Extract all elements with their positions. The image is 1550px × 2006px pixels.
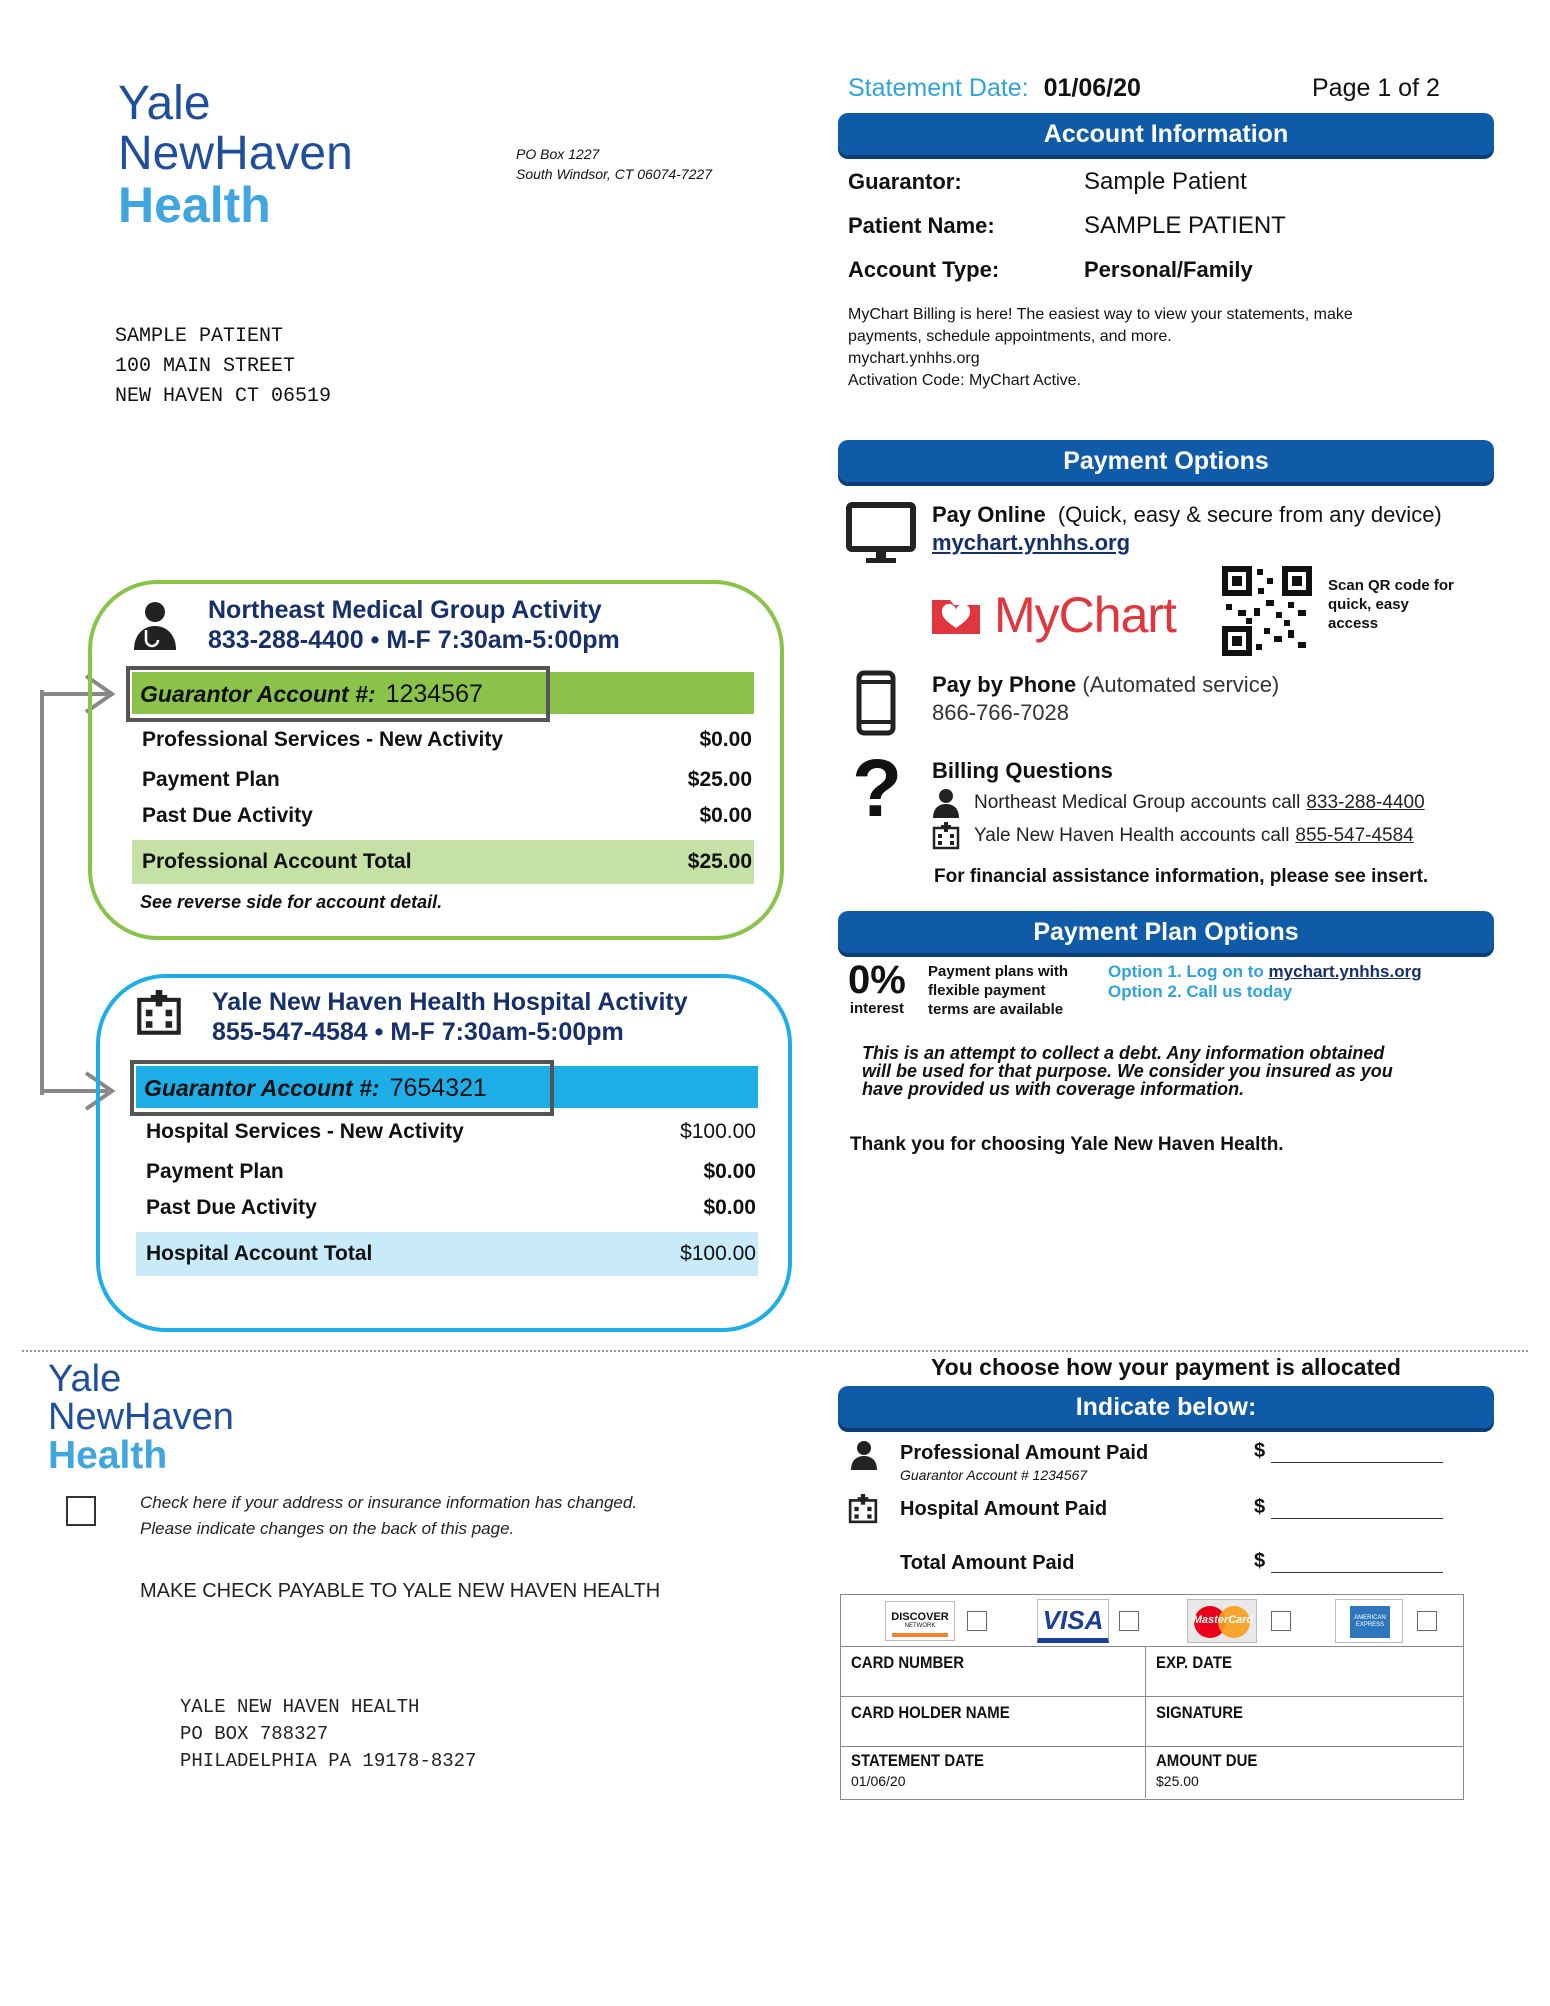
coupon-logo-health: Health (48, 1434, 168, 1477)
billing-questions-title: Billing Questions (932, 758, 1113, 783)
pay-online-title: Pay Online (932, 502, 1046, 527)
hospital-ga-number: 7654321 (389, 1073, 487, 1102)
monitor-icon (846, 502, 916, 571)
table-row (136, 1114, 758, 1150)
logo-newhaven: NewHaven (118, 127, 353, 180)
return-address-line: PO Box 1227 (516, 146, 600, 162)
pay-online (932, 502, 1442, 556)
prof-paid-doctor-icon (850, 1440, 878, 1475)
zero-interest (848, 960, 906, 1017)
dollar-sign: $ (1254, 1550, 1266, 1572)
option2-text: Option 2. Call us today (1108, 982, 1293, 1001)
card-holder-field[interactable] (841, 1697, 1146, 1747)
return-address (516, 144, 712, 184)
interest-label: interest (849, 1000, 904, 1017)
address-change-note (140, 1490, 637, 1542)
nemg-ga-label: Guarantor Account #: (140, 680, 376, 707)
mastercard-checkbox[interactable] (1271, 1611, 1291, 1631)
hospital-phone-hours: 855-547-4584 • M-F 7:30am-5:00pm (212, 1018, 624, 1046)
hospital-ga-label: Guarantor Account #: (144, 1074, 380, 1101)
payment-plan-header: Payment Plan Options (838, 911, 1494, 953)
hosp-paid-hospital-icon (848, 1494, 878, 1529)
amount-due-cell (1146, 1747, 1463, 1798)
nemg-ga-number: 1234567 (385, 679, 483, 708)
plan-desc (928, 962, 1068, 1019)
mastercard-logo (1187, 1599, 1257, 1643)
phone-icon (856, 670, 896, 741)
table-row (136, 1154, 758, 1190)
hospital-total-label: Hospital Account Total (146, 1242, 373, 1265)
mychart-note (848, 304, 1488, 392)
remit-address-line: YALE NEW HAVEN HEALTH (180, 1696, 420, 1718)
hospital-building-icon (136, 990, 182, 1041)
row-value: $0.00 (703, 1160, 756, 1183)
card-payment-table (840, 1594, 1464, 1800)
discover-sub: NETWORK (904, 1623, 936, 1629)
perforation-line (22, 1350, 1528, 1352)
address-change-line: Check here if your address or insurance information has changed. (140, 1493, 638, 1512)
amount-due-value: $25.00 (1156, 1773, 1199, 1789)
plan-desc-line: Payment plans with (928, 963, 1069, 980)
row-value: $25.00 (687, 768, 752, 791)
nemg-phone-hours: 833-288-4400 • M-F 7:30am-5:00pm (208, 626, 620, 654)
hospital-total-row (136, 1232, 758, 1276)
table-row (132, 762, 754, 798)
table-row (132, 722, 754, 758)
row-label: Professional Services - New Activity (142, 728, 504, 751)
pay-by-phone-title: Pay by Phone (932, 672, 1077, 697)
amex-label-1: AMERICAN (1354, 1615, 1386, 1621)
remit-address-line: PO BOX 788327 (180, 1723, 329, 1745)
mailing-address-line: NEW HAVEN CT 06519 (115, 385, 332, 408)
nemg-note: See reverse side for account detail. (140, 892, 443, 912)
mychart-note-line: MyChart Billing is here! The easiest way to view your statements, make (848, 306, 1353, 323)
statement-date-cell-label: STATEMENT DATE (851, 1751, 984, 1770)
logo-yale: Yale (118, 77, 211, 130)
account-info (848, 160, 1488, 392)
card-number-label: CARD NUMBER (851, 1653, 965, 1672)
allocation-note: You choose how your payment is allocated (931, 1354, 1401, 1380)
mailing-address (115, 322, 331, 412)
question-icon: ? (852, 743, 903, 834)
row-label: Past Due Activity (142, 804, 313, 827)
mychart-note-line: payments, schedule appointments, and more. (848, 328, 1172, 345)
nemg-title: Northeast Medical Group Activity (208, 596, 602, 624)
table-row (132, 798, 754, 834)
statement-date-cell (841, 1747, 1146, 1798)
hospital-total-value: $100.00 (680, 1242, 756, 1265)
zero-percent: 0% (848, 958, 906, 1002)
row-value: $0.00 (699, 804, 752, 827)
account-info-header: Account Information (838, 113, 1494, 155)
mychart-note-link[interactable]: mychart.ynhhs.org (848, 350, 980, 367)
debt-disclaimer (862, 1044, 1393, 1098)
mychart-note-line: Activation Code: MyChart Active. (848, 372, 1081, 389)
pay-by-phone (932, 672, 1279, 726)
qr-code[interactable] (1222, 566, 1312, 661)
card-holder-label: CARD HOLDER NAME (851, 1703, 1010, 1722)
account-type-label: Account Type: (848, 257, 1000, 282)
payment-options-header: Payment Options (838, 440, 1494, 482)
statement-date-cell-value: 01/06/20 (851, 1773, 906, 1789)
mychart-logo (930, 586, 1176, 644)
patient-name-label: Patient Name: (848, 213, 995, 238)
remit-address (180, 1694, 476, 1775)
payable-to: MAKE CHECK PAYABLE TO YALE NEW HAVEN HEALTH (140, 1580, 661, 1602)
pay-by-phone-desc: (Automated service) (1082, 672, 1280, 697)
statement-date (848, 74, 1141, 103)
signature-label: SIGNATURE (1156, 1703, 1243, 1722)
exp-date-field[interactable] (1146, 1647, 1463, 1697)
debt-disclaimer-line: have provided us with coverage information. (862, 1079, 1245, 1099)
mychart-folder-icon (930, 594, 982, 636)
prof-paid-ga: Guarantor Account # 1234567 (900, 1467, 1088, 1483)
dollar-sign: $ (1254, 1440, 1266, 1462)
billing-nemg-phone[interactable]: 833-288-4400 (1306, 792, 1425, 813)
row-label: Payment Plan (146, 1160, 284, 1183)
hospital-rows (136, 1114, 758, 1276)
hospital-guarantor-account (130, 1060, 554, 1116)
billing-ynhh (932, 822, 1414, 850)
signature-field[interactable] (1146, 1697, 1463, 1747)
table-row (136, 1190, 758, 1226)
debt-disclaimer-line: This is an attempt to collect a debt. Any information obtained (862, 1043, 1385, 1063)
billing-ynhh-text: Yale New Haven Health accounts call (974, 825, 1290, 846)
coupon-logo (48, 1360, 234, 1475)
guarantor-value: Sample Patient (1084, 168, 1247, 195)
card-brands-row (841, 1595, 1463, 1647)
option1-link[interactable]: mychart.ynhhs.org (1268, 962, 1422, 981)
hospital-title: Yale New Haven Health Hospital Activity (212, 988, 688, 1016)
financial-assistance-note: For financial assistance information, please see insert. (934, 866, 1429, 887)
visa-logo: VISA (1037, 1599, 1109, 1643)
address-change-line: Please indicate changes on the back of this page. (140, 1519, 515, 1538)
card-number-field[interactable] (841, 1647, 1146, 1697)
billing-nemg-text: Northeast Medical Group accounts call (974, 792, 1301, 813)
nemg-guarantor-account (126, 666, 550, 722)
pay-online-desc: (Quick, easy & secure from any device) (1057, 502, 1442, 527)
mychart-wordmark: MyChart (994, 587, 1176, 643)
discover-logo (885, 1601, 955, 1641)
doctor-icon (932, 788, 960, 818)
qr-caption-line: Scan QR code for (1328, 577, 1454, 594)
nemg-doctor-icon (132, 600, 178, 655)
debt-disclaimer-line: will be used for that purpose. We consider you insured as you (862, 1061, 1393, 1081)
nemg-total-value: $25.00 (687, 850, 752, 873)
total-paid-field[interactable] (1254, 1550, 1443, 1573)
prof-paid-field[interactable] (1254, 1440, 1443, 1463)
statement-date-value: 01/06/20 (1043, 74, 1141, 102)
plan-desc-line: terms are available (928, 1001, 1064, 1018)
row-label: Past Due Activity (146, 1196, 317, 1219)
row-value: $0.00 (703, 1196, 756, 1219)
pay-online-link[interactable]: mychart.ynhhs.org (932, 530, 1131, 555)
plan-desc-line: flexible payment (928, 982, 1046, 999)
prof-paid (900, 1442, 1148, 1483)
logo-health: Health (118, 177, 271, 233)
visa-checkbox[interactable] (1119, 1611, 1139, 1631)
pay-by-phone-number: 866-766-7028 (932, 700, 1070, 725)
address-change-checkbox[interactable] (66, 1496, 96, 1526)
amex-checkbox[interactable] (1417, 1611, 1437, 1631)
billing-questions (932, 758, 1113, 784)
option1-text: Option 1. Log on to (1108, 962, 1264, 981)
hosp-paid-label: Hospital Amount Paid (900, 1498, 1108, 1520)
row-label: Payment Plan (142, 768, 280, 791)
logo (118, 77, 353, 233)
return-address-line: South Windsor, CT 06074-7227 (516, 166, 712, 182)
nemg-total-row (132, 840, 754, 884)
billing-ynhh-phone[interactable]: 855-547-4584 (1295, 825, 1414, 846)
mailing-address-line: SAMPLE PATIENT (115, 325, 284, 348)
hosp-paid-field[interactable] (1254, 1496, 1443, 1519)
row-value: $0.00 (699, 728, 752, 751)
coupon-logo-newhaven: NewHaven (48, 1396, 234, 1438)
discover-label: DISCOVER (891, 1611, 949, 1623)
mastercard-label: MasterCard (1192, 1614, 1254, 1626)
billing-nemg (932, 788, 1425, 818)
page-number: Page 1 of 2 (1312, 74, 1440, 102)
discover-checkbox[interactable] (967, 1611, 987, 1631)
coupon-logo-yale: Yale (48, 1358, 122, 1400)
mailing-address-line: 100 MAIN STREET (115, 355, 296, 378)
guarantor-label: Guarantor: (848, 169, 962, 194)
qr-caption (1328, 576, 1454, 633)
indicate-below-header: Indicate below: (838, 1386, 1494, 1428)
qr-caption-line: quick, easy (1328, 596, 1409, 613)
plan-options-list (1108, 962, 1422, 1002)
amex-label-2: EXPRESS (1355, 1622, 1385, 1629)
nemg-total-label: Professional Account Total (142, 850, 412, 873)
statement-date-label: Statement Date: (848, 74, 1029, 102)
hospital-icon (932, 822, 960, 850)
prof-paid-label: Professional Amount Paid (900, 1442, 1149, 1464)
dollar-sign: $ (1254, 1496, 1266, 1518)
patient-name-value: SAMPLE PATIENT (1084, 212, 1286, 239)
row-label: Hospital Services - New Activity (146, 1120, 464, 1143)
thank-you: Thank you for choosing Yale New Haven Health. (850, 1134, 1284, 1155)
amex-logo (1335, 1599, 1403, 1643)
qr-caption-line: access (1328, 615, 1379, 632)
remit-address-line: PHILADELPHIA PA 19178-8327 (180, 1750, 477, 1772)
nemg-rows (132, 722, 754, 884)
amount-due-label: AMOUNT DUE (1156, 1751, 1258, 1770)
row-value: $100.00 (680, 1120, 756, 1143)
total-paid-label: Total Amount Paid (900, 1552, 1075, 1574)
exp-date-label: EXP. DATE (1156, 1653, 1232, 1672)
account-type-value: Personal/Family (1084, 257, 1253, 282)
